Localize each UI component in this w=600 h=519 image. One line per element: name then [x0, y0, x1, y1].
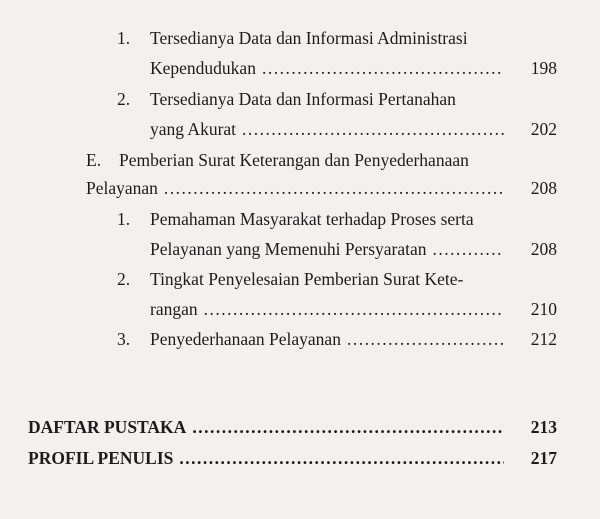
toc-entry-title-line2: Pelayanan — [86, 178, 158, 198]
toc-entry-number: 1. — [117, 28, 131, 48]
toc-entry-leader-line — [150, 328, 510, 350]
toc-entry-leader-line — [28, 447, 510, 469]
dot-leader — [179, 447, 504, 469]
toc-section-letter: E. — [86, 150, 102, 170]
back-matter-title: DAFTAR PUSTAKA — [28, 417, 187, 437]
toc-entry-title-line2: Pelayanan yang Memenuhi Persyaratan — [150, 239, 427, 259]
toc-entry-leader-line — [150, 118, 510, 140]
toc-entry-leader-line — [150, 298, 510, 320]
toc-entry-title-line1: Tingkat Penyelesaian Pemberian Surat Kete- — [150, 269, 464, 289]
dot-leader — [347, 328, 504, 350]
back-matter-title: PROFIL PENULIS — [28, 448, 174, 468]
toc-entry-page: 208 — [530, 239, 557, 259]
toc-entry-leader-line — [86, 177, 510, 199]
toc-entry-leader-line — [150, 57, 510, 79]
back-matter-page: 217 — [530, 448, 557, 468]
toc-entry-number: 1. — [117, 209, 131, 229]
toc-entry-page: 210 — [530, 299, 557, 319]
back-matter-page: 213 — [530, 417, 557, 437]
toc-entry-page: 198 — [530, 58, 557, 78]
dot-leader — [433, 238, 504, 260]
toc-entry-title-line1: Penyederhanaan Pelayanan — [150, 329, 341, 349]
toc-entry-leader-line — [28, 416, 510, 438]
dot-leader — [204, 298, 504, 320]
dot-leader — [262, 57, 504, 79]
toc-entry-number: 3. — [117, 329, 131, 349]
dot-leader — [192, 416, 504, 438]
toc-entry-title-line2: yang Akurat — [150, 119, 237, 139]
toc-entry-title-line2: Kependudukan — [150, 58, 256, 78]
toc-entry-title-line1: Tersedianya Data dan Informasi Administrasi — [150, 28, 468, 48]
toc-entry-number: 2. — [117, 269, 131, 289]
toc-entry-title-line1: Tersedianya Data dan Informasi Pertanahan — [150, 89, 456, 109]
toc-entry-number: 2. — [117, 89, 131, 109]
toc-entry-title-line2: rangan — [150, 299, 198, 319]
dot-leader — [164, 177, 504, 199]
toc-entry-page: 212 — [530, 329, 557, 349]
toc-entry-title-line1: Pemberian Surat Keterangan dan Penyederhanaan — [119, 150, 469, 170]
toc-entry-leader-line — [150, 238, 510, 260]
toc-entry-page: 202 — [530, 119, 557, 139]
toc-entry-title-line1: Pemahaman Masyarakat terhadap Proses serta — [150, 209, 474, 229]
dot-leader — [242, 118, 504, 140]
toc-entry-page: 208 — [530, 178, 557, 198]
